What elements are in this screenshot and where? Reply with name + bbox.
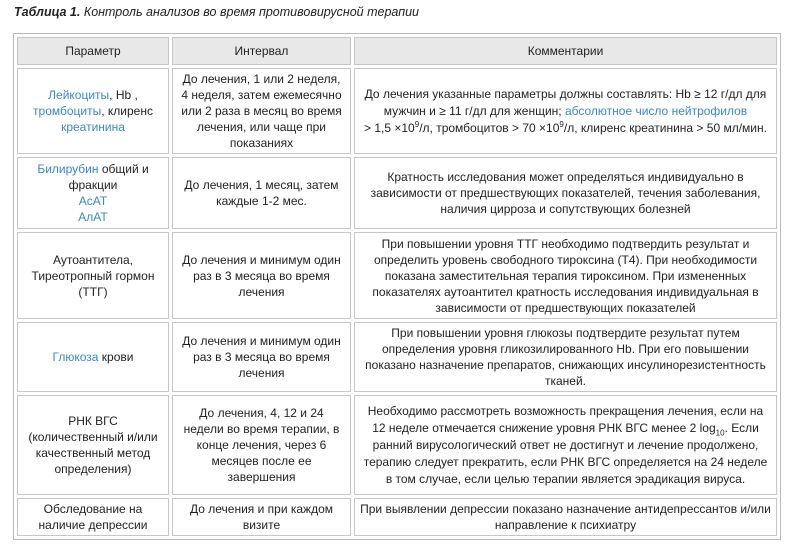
table-row xyxy=(17,322,777,392)
table-header-row xyxy=(17,37,777,65)
table-row xyxy=(17,498,777,536)
comment-cell: Кратность исследования может определяться индивидуально в зависимости от предшествующих показателей, течения заболевания, наличия цирроза и сопутствующих болезней xyxy=(354,157,777,229)
interval-cell: До лечения, 1 или 2 неделя, 4 неделя, затем ежемесячно или 2 раза в месяц во время лечения, или чаще при показаниях xyxy=(172,68,351,154)
table-row xyxy=(17,157,777,229)
header-interval: Интервал xyxy=(172,37,351,65)
param-cell xyxy=(17,68,169,154)
caption-label: Таблица 1. xyxy=(14,5,81,19)
interval-cell: До лечения, 4, 12 и 24 недели во время терапии, в конце лечения, через 6 месяцев после ее завершения xyxy=(172,395,351,495)
param-cell: РНК ВГС (количественный и/или качественный метод определения) xyxy=(17,395,169,495)
table-row xyxy=(17,395,777,495)
link-bilirubin[interactable]: Билирубин xyxy=(37,162,99,176)
table-caption xyxy=(14,5,419,19)
param-cell: Обследование на наличие депрессии xyxy=(17,498,169,536)
comment-text: /л, клиренс креатинина > 50 мл/мин. xyxy=(563,120,767,135)
link-creatinine[interactable]: креатинина xyxy=(61,120,125,134)
param-text: крови xyxy=(98,350,134,364)
comment-text: /л, тромбоцитов > 70 ×10 xyxy=(419,120,560,135)
comment-text: . Если ранний вирусологический ответ не достигнут и лечение продолжено, терапию следует прекратить, если РНК ВГС определяется на 24 неделе в том случае, если целью терапии является эрадикация вируса. xyxy=(363,420,768,486)
comment-text: > 1,5 ×10 xyxy=(364,120,415,135)
comment-cell: При выявлении депрессии показано назначение антидепрессантов и/или направление к психиатру xyxy=(354,498,777,536)
header-parameter: Параметр xyxy=(17,37,169,65)
comment-cell: При повышении уровня ТТГ необходимо подтвердить результат и определить уровень свободного тироксина (Т4). При необходимости показана заместительная терапия тироксином. При измененных показателях аутоантител кратность исследования индивидуальная в зависимости от предшествующих показателей xyxy=(354,232,777,319)
link-platelets[interactable]: тромбоциты xyxy=(33,104,102,118)
comment-text: До лечения указанные параметры должны составлять: Hb ≥ 12 г/дл для мужчин и ≥ 11 г/дл для женщин; xyxy=(364,86,767,118)
interval-cell: До лечения, 1 месяц, затем каждые 1-2 мес. xyxy=(172,157,351,229)
interval-cell: До лечения и минимум один раз в 3 месяца во время лечения xyxy=(172,232,351,319)
subscript: 10 xyxy=(715,427,725,437)
param-cell xyxy=(17,157,169,229)
param-text: , Hb , xyxy=(109,88,138,102)
exponent: 9 xyxy=(414,119,420,129)
link-leukocytes[interactable]: Лейкоциты xyxy=(48,88,110,102)
param-cell xyxy=(17,322,169,392)
param-text: , клиренс xyxy=(101,104,153,118)
table-row xyxy=(17,232,777,319)
interval-cell: До лечения и минимум один раз в 3 месяца во время лечения xyxy=(172,322,351,392)
link-alt[interactable]: АлАТ xyxy=(78,210,108,224)
comment-cell: При повышении уровня глюкозы подтвердите результат путем определения уровня гликозилированного Hb. При его повышении показано назначение препаратов, снижающих инсулинорезистентность тканей. xyxy=(354,322,777,392)
caption-title: Контроль анализов во время противовирусной терапии xyxy=(83,5,419,19)
comment-text: Необходимо рассмотреть возможность прекращения лечения, если на 12 неделе отмечается снижение уровня РНК ВГС менее 2 log xyxy=(367,403,764,435)
header-comments: Комментарии xyxy=(354,37,777,65)
analysis-table xyxy=(13,33,781,540)
param-text: общий и фракции xyxy=(68,162,149,192)
link-neutrophils[interactable]: абсолютное число нейтрофилов xyxy=(564,103,748,118)
interval-cell: До лечения и при каждом визите xyxy=(172,498,351,536)
comment-cell xyxy=(354,68,777,154)
link-ast[interactable]: АсАТ xyxy=(78,194,108,208)
link-glucose[interactable]: Глюкоза xyxy=(52,350,99,364)
param-cell: Аутоантитела, Тиреотропный гормон (ТТГ) xyxy=(17,232,169,319)
comment-cell xyxy=(354,395,777,495)
table-row xyxy=(17,68,777,154)
exponent: 9 xyxy=(559,119,564,129)
